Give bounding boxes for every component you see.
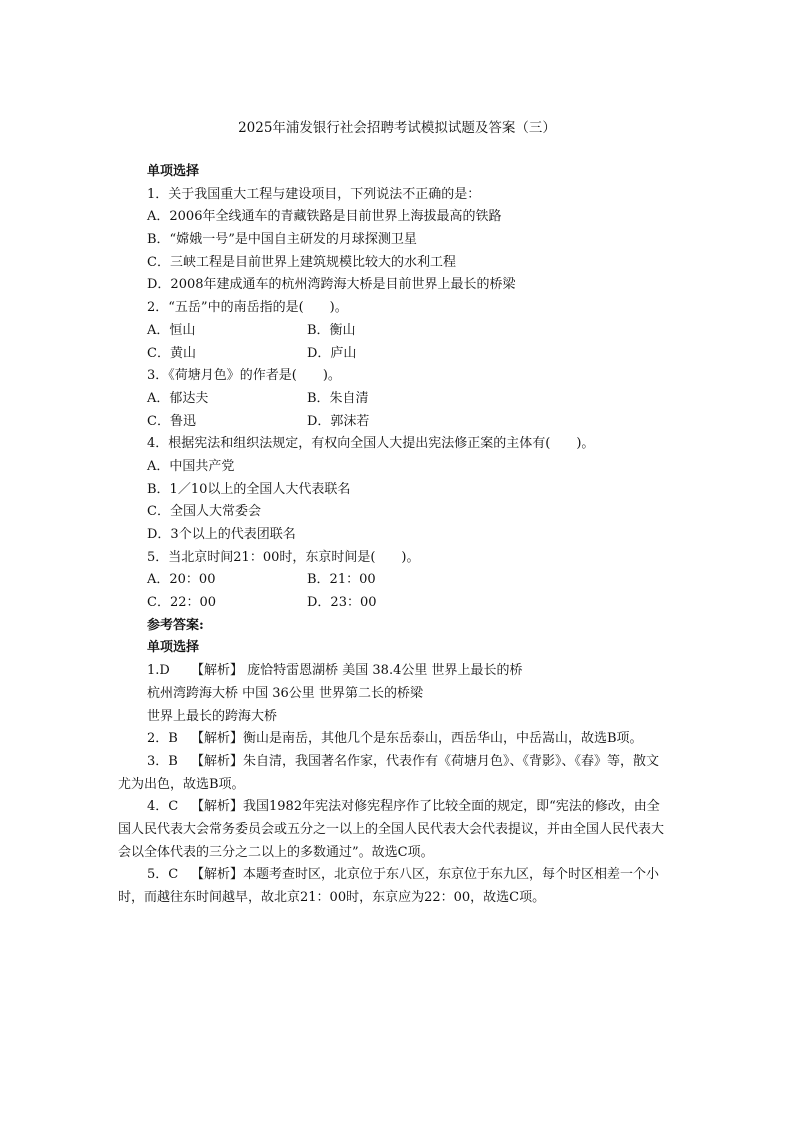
- answer-5: [118, 864, 667, 909]
- question-3-option-a: A．郁达夫: [147, 390, 209, 406]
- question-4-option-c: C．全国人大常委会: [147, 504, 261, 520]
- question-1-option-d: D．2008年建成通车的杭州湾跨海大桥是目前世界上最长的桥梁: [147, 277, 516, 293]
- answer-5-label: 5．C: [147, 867, 179, 883]
- question-1-option-b: B．“嫦娥一号”是中国自主研发的月球探测卫星: [147, 232, 417, 248]
- question-3-option-b: B．朱自清: [307, 390, 369, 406]
- question-5-row-1: [147, 569, 667, 592]
- section-heading: 单项选择: [147, 164, 200, 179]
- question-3-stem: 3．《荷塘月色》的作者是( )。: [147, 368, 341, 384]
- answers-heading: 参考答案:: [147, 617, 204, 633]
- answer-1-label: 1.D: [147, 663, 170, 679]
- answer-1-text-3: 世界上最长的跨海大桥: [147, 708, 278, 724]
- question-5-option-a: A．20：00: [147, 572, 216, 588]
- answer-3-text: 【解析】朱自清，我国著名作家，代表作有《荷塘月色》、《背影》、《春》等，散文尤为出色，故选B项。: [118, 753, 660, 792]
- question-3-option-d: D．郭沫若: [307, 413, 370, 429]
- document-title: 2025年浦发银行社会招聘考试模拟试题及答案（三）: [238, 120, 556, 136]
- question-2-stem: 2．“五岳”中的南岳指的是( )。: [147, 300, 348, 316]
- question-5-option-d: D．23：00: [307, 595, 377, 611]
- answer-2: [118, 728, 667, 751]
- document-content: [118, 161, 667, 910]
- answer-4-label: 4．C: [147, 799, 179, 815]
- answer-3-label: 3．B: [147, 753, 178, 769]
- question-1-option-a: A．2006年全线通车的青藏铁路是目前世界上海拔最高的铁路: [147, 209, 502, 225]
- answer-2-label: 2．B: [147, 731, 178, 747]
- question-2-row-1: [147, 320, 667, 343]
- question-2-option-c: C．黄山: [147, 345, 196, 361]
- question-5-row-2: [147, 592, 667, 615]
- question-5-option-c: C．22：00: [147, 595, 217, 611]
- answer-4: [118, 796, 667, 864]
- answer-1-text-1: 【解析】 庞恰特雷恩湖桥 美国 38.4公里 世界上最长的桥: [191, 663, 523, 679]
- question-3-row-2: [147, 411, 667, 434]
- question-2-row-2: [147, 343, 667, 366]
- question-4-option-d: D．3个以上的代表团联名: [147, 527, 296, 542]
- question-3-row-1: [147, 388, 667, 411]
- question-2-option-b: B．衡山: [307, 322, 356, 338]
- question-5-stem: 5．当北京时间21：00时，东京时间是( )。: [147, 549, 420, 565]
- question-5-option-b: B．21：00: [307, 572, 376, 588]
- answer-3: [118, 751, 667, 796]
- answer-1-line-1: [147, 660, 667, 683]
- question-4-option-b: B．1／10以上的全国人大代表联名: [147, 481, 351, 497]
- answer-2-text: 【解析】衡山是南岳，其他几个是东岳泰山，西岳华山，中岳嵩山，故选B项。: [191, 731, 643, 747]
- question-1-stem: 1．关于我国重大工程与建设项目，下列说法不正确的是：: [147, 186, 481, 202]
- question-2-option-d: D．庐山: [307, 345, 357, 361]
- answers-section-heading: 单项选择: [147, 640, 200, 656]
- question-3-option-c: C．鲁迅: [147, 413, 196, 429]
- question-4-option-a: A．中国共产党: [147, 458, 235, 474]
- question-2-option-a: A．恒山: [147, 322, 196, 338]
- question-4-stem: 4．根据宪法和组织法规定，有权向全国人大提出宪法修正案的主体有( )。: [147, 436, 595, 452]
- question-1-option-c: C．三峡工程是目前世界上建筑规模比较大的水利工程: [147, 254, 456, 270]
- answer-4-text: 【解析】我国1982年宪法对修宪程序作了比较全面的规定，即“宪法的修改，由全国人民代表大会常务委员会或五分之一以上的全国人民代表大会代表提议，并由全国人民代表大会以全体代表的三分之二以上的多数通过”。故选C项。: [118, 799, 665, 860]
- answer-5-text: 【解析】本题考查时区，北京位于东八区，东京位于东九区，每个时区相差一个小时，而越往东时间越早，故北京21：00时，东京应为22：00，故选C项。: [118, 867, 660, 906]
- answer-1-text-2: 杭州湾跨海大桥 中国 36公里 世界第二长的桥梁: [147, 685, 423, 701]
